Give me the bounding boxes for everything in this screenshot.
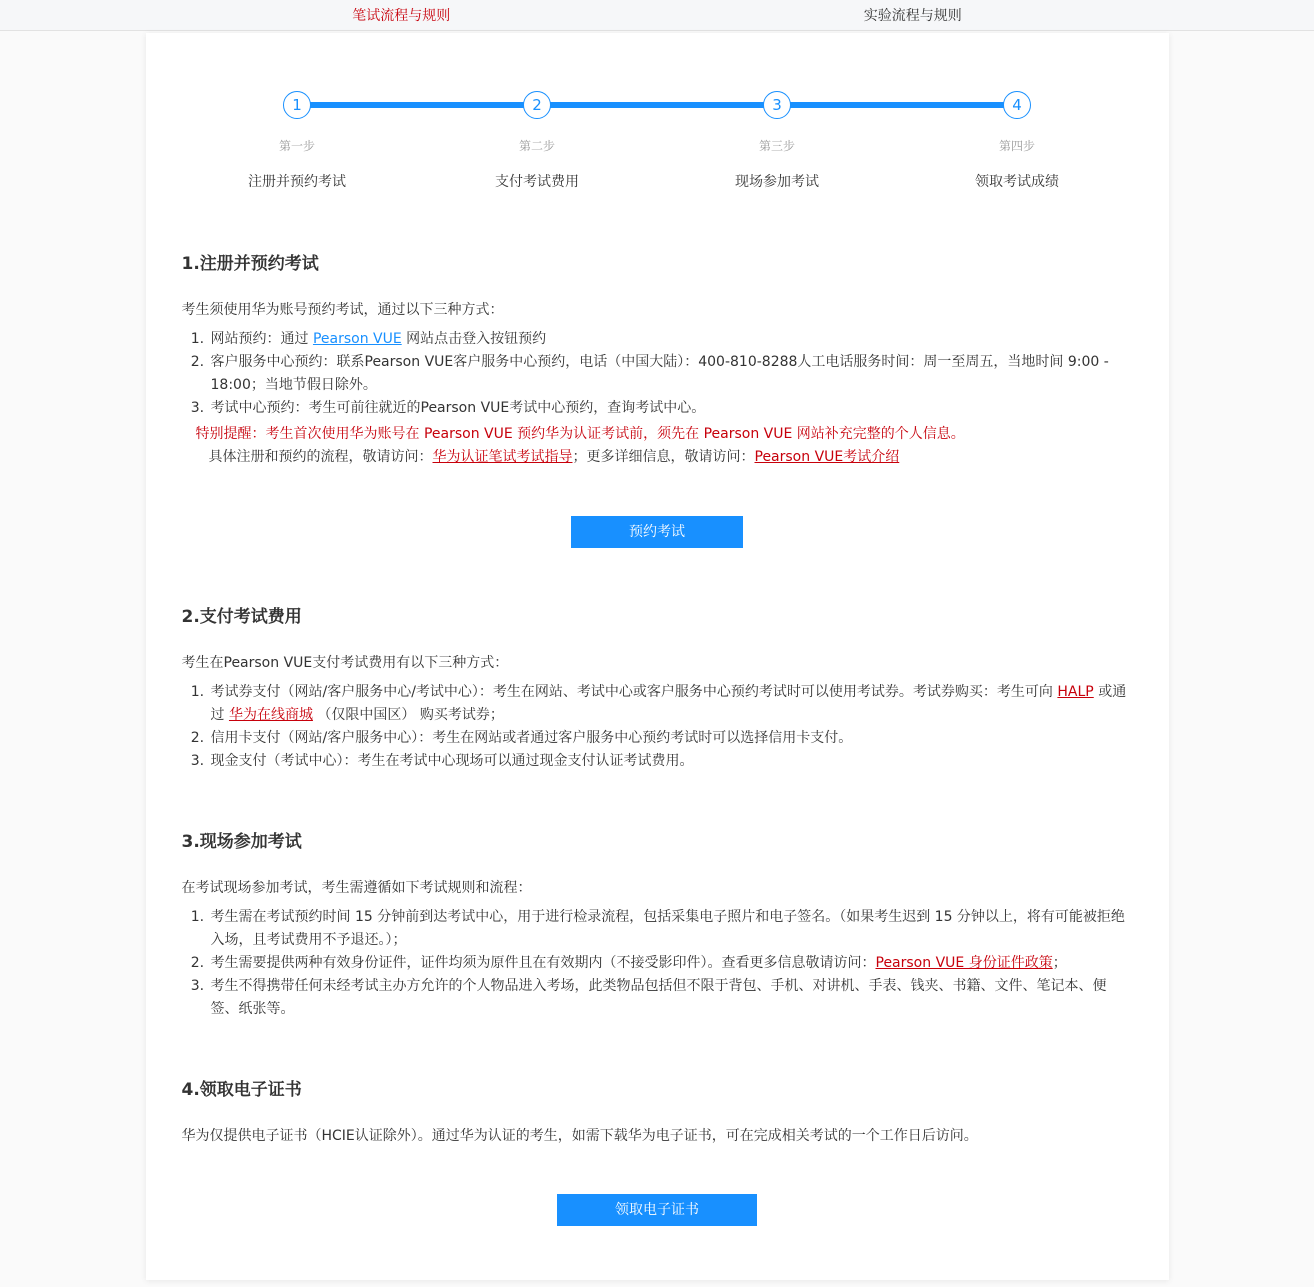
step-3-circle: 3 [763, 91, 791, 119]
stepper-step-1 [177, 91, 417, 191]
section-3-list [182, 906, 1133, 1021]
step-2-name: 支付考试费用 [495, 174, 579, 190]
step-4-name: 领取考试成绩 [975, 174, 1059, 190]
stepper-step-3 [657, 91, 897, 191]
step-4-circle: 4 [1003, 91, 1031, 119]
step-1-label: 第一步 [278, 139, 315, 153]
guide-text: 具体注册和预约的流程，敬请访问： [208, 449, 433, 465]
exam-process-stepper [177, 91, 1137, 191]
step-4-label: 第四步 [998, 139, 1035, 153]
section-3-heading: 3.现场参加考试 [181, 832, 302, 852]
item-text: 考生需在考试预约时间 15 分钟前到达考试中心，用于进行检录流程，包括采集电子照片和电子签名。（如果考生迟到 15 分钟以上，将有可能被拒绝入场，且考试费用不予退还。）； [210, 909, 1125, 948]
step-1-name: 注册并预约考试 [248, 174, 346, 190]
step-2-circle: 2 [523, 91, 551, 119]
list-item [209, 975, 1133, 1021]
list-item [209, 727, 1133, 750]
item-text: 网站预约：通过 [210, 331, 313, 347]
book-exam-button[interactable]: 预约考试 [571, 516, 743, 548]
list-item [209, 397, 1133, 420]
tab-written-exam-process[interactable]: 笔试流程与规则 [352, 8, 451, 24]
step-1-circle: 1 [283, 91, 311, 119]
stepper-step-4 [897, 91, 1137, 191]
get-certificate-button[interactable]: 领取电子证书 [557, 1194, 757, 1226]
item-text: 考生不得携带任何未经考试主办方允许的个人物品进入考场，此类物品包括但不限于背包、手机、对讲机、手表、钱夹、书籍、文件、笔记本、便签、纸张等。 [210, 978, 1107, 1017]
top-tab-bar [0, 0, 1314, 31]
pearson-vue-link[interactable]: Pearson VUE [312, 331, 402, 347]
item-text: 考试中心预约：考生可前往就近的Pearson VUE考试中心预约，查询考试中心。 [210, 400, 706, 416]
list-item [209, 328, 1133, 351]
list-item [209, 351, 1133, 397]
special-reminder: 特别提醒：考生首次使用华为账号在 Pearson VUE 预约华为认证考试前，须先在 Pearson VUE 网站补充完整的个人信息。 [195, 426, 965, 442]
tab-lab-exam-process[interactable]: 实验流程与规则 [863, 8, 962, 24]
item-text: ； [1052, 955, 1067, 971]
top-tab-bar-inner [146, 0, 1169, 30]
item-text: 或通过 [210, 684, 1127, 723]
section-4-intro: 华为仅提供电子证书（HCIE认证除外）。通过华为认证的考生，如需下载华为电子证书，可在完成相关考试的一个工作日后访问。 [181, 1128, 978, 1144]
written-exam-guide-link[interactable]: 华为认证笔试考试指导 [432, 449, 573, 465]
section-3-intro: 在考试现场参加考试，考生需遵循如下考试规则和流程： [181, 880, 532, 896]
main-card [146, 33, 1169, 1280]
section-1-intro: 考生须使用华为账号预约考试，通过以下三种方式： [181, 302, 504, 318]
list-item [209, 750, 1133, 773]
list-item [209, 952, 1133, 975]
step-3-name: 现场参加考试 [735, 174, 819, 190]
item-text: 考试券支付（网站/客户服务中心/考试中心）：考生在网站、考试中心或客户服务中心预约考试时可以使用考试券。考试券购买：考生可向 [210, 684, 1058, 700]
stepper-steps [177, 91, 1137, 191]
item-text: 考生需要提供两种有效身份证件，证件均须为原件且在有效期内（不接受影印件）。查看更多信息敬请访问： [210, 955, 876, 971]
guide-text: ；更多详细信息，敬请访问： [572, 449, 755, 465]
item-text: 现金支付（考试中心）：考生在考试中心现场可以通过现金支付认证考试费用。 [210, 753, 694, 769]
item-text: 客户服务中心预约：联系Pearson VUE客户服务中心预约，电话（中国大陆）：400-810-8288人工电话服务时间：周一至周五，当地时间 9:00 - 18:00；当地节假日除外。 [210, 354, 1109, 393]
list-item [209, 906, 1133, 952]
section-2-intro: 考生在Pearson VUE支付考试费用有以下三种方式： [181, 655, 509, 671]
item-text: 网站点击登入按钮预约 [401, 331, 547, 347]
id-policy-link[interactable]: Pearson VUE 身份证件政策 [875, 955, 1053, 971]
huawei-online-store-link[interactable]: 华为在线商城 [228, 707, 313, 723]
section-4-heading: 4.领取电子证书 [181, 1080, 302, 1100]
section-1-heading: 1.注册并预约考试 [181, 254, 319, 274]
registration-guide-line [209, 446, 1133, 469]
section-1-list [182, 328, 1133, 420]
section-2-list [182, 681, 1133, 773]
stepper-step-2 [417, 91, 657, 191]
card-content [146, 249, 1169, 1226]
item-text: 信用卡支付（网站/客户服务中心）：考生在网站或者通过客户服务中心预约考试时可以选择信用卡支付。 [210, 730, 853, 746]
step-2-label: 第二步 [518, 139, 555, 153]
halp-link[interactable]: HALP [1057, 684, 1094, 700]
step-3-label: 第三步 [758, 139, 795, 153]
pearson-vue-exam-intro-link[interactable]: Pearson VUE考试介绍 [754, 449, 900, 465]
item-text: （仅限中国区） 购买考试券； [312, 707, 504, 723]
section-2-heading: 2.支付考试费用 [181, 607, 302, 627]
list-item [209, 681, 1133, 727]
